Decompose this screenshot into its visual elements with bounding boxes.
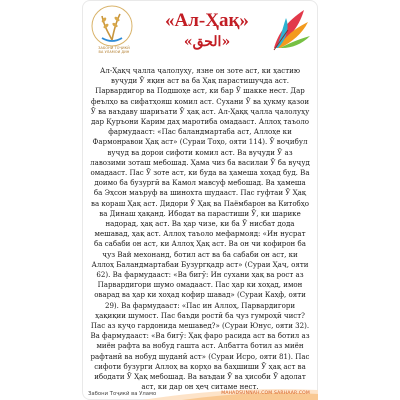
footer-websites[interactable]: MAHADSUNNAH.COM SARHAAR.COM bbox=[221, 391, 310, 396]
brand-line-1: ЗАБОНИ ТОҶИКӢ bbox=[98, 46, 130, 50]
feather-logo-icon bbox=[264, 4, 314, 54]
wheat-logo-icon bbox=[90, 4, 134, 48]
footer-credit: Забони Тоҷикӣ ва Уламо bbox=[88, 391, 157, 397]
page-title: «Ал-Ҳақ» bbox=[165, 10, 249, 31]
footer bbox=[82, 386, 318, 400]
title-block bbox=[152, 10, 262, 51]
header bbox=[82, 0, 318, 66]
body-paragraph: Ал-Ҳақҷ ҷалла ҷалолуҳу, язне он зоте аст, ки ҳастию вуҷуди Ӯ яқин аст ва ба Ҳақ парастишуҷда аст. Парвардигор ва Подшоҳе аст, ки бар Ӯ шакке нест. Дар феълҳо ва сифатҳояш комил аст. Сухани Ӯ ва ҳукму қазои Ӯ ва ваъдаву шариъати Ӯ ҳақ аст. Ал-Ҳаққ ҷалла ҷалолуҳу дар Қуръони Карим даҳ маротиба омадааст. Аллоҳ таъоло фармудааст: «Пас баландмартаба аст, Аллоҳе ки Фармонравои Ҳақ аст» (Сураи Тоҳо, ояти 114). Ӯ воҷибул вуҷуд ва дорои сифоти комил аст. Ва вуҷуди Ӯ аз лавозими зоташ мебошад. Ҳама чиз ба василаи Ӯ ба вуҷуд омадааст. Пас Ӯ зоте аст, ки буда ва ҳамеша хоҳад буд. Ва доимо ба бузургӣ ва Камол мавсуф мебошад. Ва ҳамеша ба Эҳсон маъруф ва шинохта шудааст. Пас гуфтаи Ӯ Ҳақ ва кораш Ҳақ аст. Дидори Ӯ Ҳақ ва Паёмбарон ва Китобҳо ва Динаш ҳақанд. Ибодат ва парастиши Ӯ, ки шарике надорад, ҳақ аст. Ва ҳар чизе, ки ба Ӯ нисбат дода мешавад, ҳақ аст. Аллоҳ таъоло мефармояд: «Ин нусрат ба сабаби он аст, ки Аллоҳ Ҳақ аст. Ва он чи кофирон ба ҷуз Вай мехонанд, ботил аст ва ба сабаби он аст, ки Аллоҳ Баландмартабаи Бузургқадр аст» (Сураи Ҳаҷ, ояти 62). Ва фармудааст: «Ва бигӯ: Ин сухани ҳақ ва рост аз Парвардигори шумо омадааст. Пас ҳар ки хоҳад, имон оварад ва ҳар ки хоҳад кофир шавад» (Сураи Каҳф, ояти 29). Ва фармудааст: «Пас ин Аллоҳ, Парвардигори ҳақиқии шумост. Пас баъди ростӣ ба ҷуз гумроҳӣ чист? Пас аз куҷо гардонида мешавед?» (Сураи Юнус, ояти 32). Ва фармудааст: «Ва бигӯ: Ҳақ фаро расида аст ва ботил аз миён рафта ва нобуд гашта аст. Албатта ботил аз миён рафтанӣ ва нобуд шуданӣ аст» (Сураи Исро, ояти 81). Пас сифоти бузурги Аллоҳ ва корҳо ва баҳшиши Ӯ ҳақ аст ва ибодати Ӯ Ҳақ мебошад. Ва ваъдаи Ӯ ва ҳисоби Ӯ адолат аст, ки дар он ҳеҷ ситаме нест. bbox=[90, 66, 310, 392]
poster-card bbox=[82, 0, 318, 400]
body-text bbox=[90, 66, 310, 392]
arabic-subtitle: «الحق» bbox=[183, 34, 231, 50]
brand-caption bbox=[86, 46, 142, 54]
brand-line-2: ВА УЛАМОИ ДИН bbox=[98, 50, 130, 54]
